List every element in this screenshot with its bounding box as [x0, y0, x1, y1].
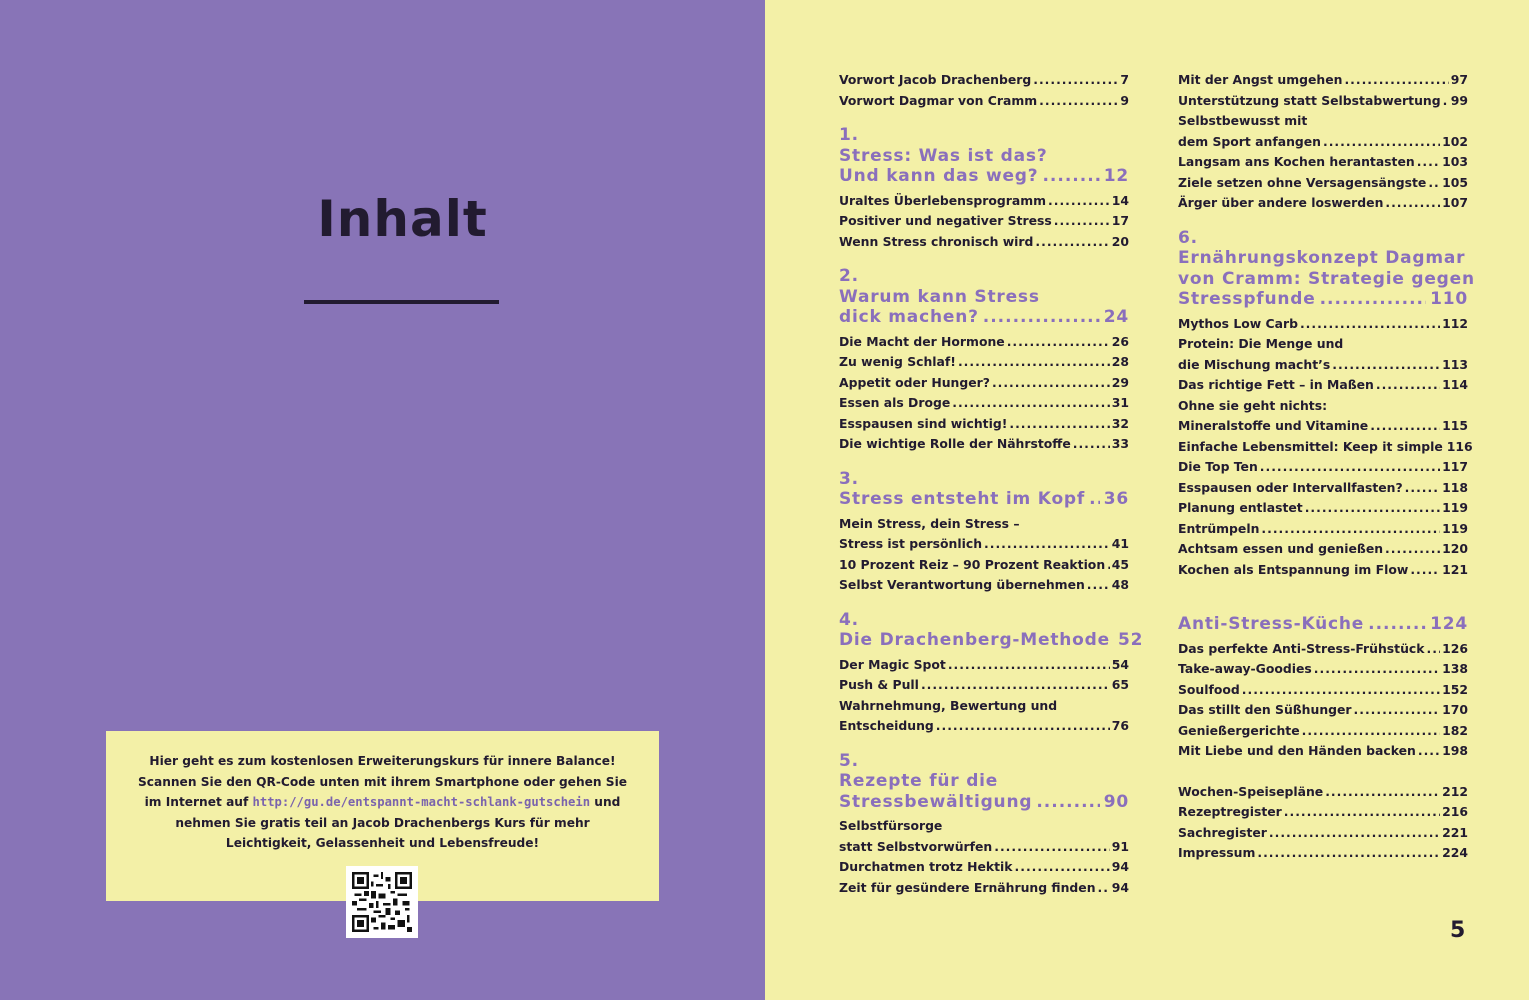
toc-entry[interactable]: Das stillt den Süßhunger ..... 170	[1178, 700, 1468, 721]
toc-entry[interactable]: Stress ist persönlich ..... 41	[839, 534, 1129, 555]
toc-entry[interactable]: Wenn Stress chronisch wird ..... 20	[839, 232, 1129, 253]
toc-entry[interactable]: Kochen als Entspannung im Flow ..... 121	[1178, 560, 1468, 581]
toc-entry[interactable]: Soulfood ..... 152	[1178, 680, 1468, 701]
toc-entry[interactable]: Impressum ..... 224	[1178, 843, 1468, 864]
toc-entry[interactable]: Das perfekte Anti-Stress-Frühstück ..... 126	[1178, 639, 1468, 660]
toc-entry[interactable]: Vorwort Dagmar von Cramm ..... 9	[839, 91, 1129, 112]
toc-entry[interactable]: Vorwort Jacob Drachenberg ..... 7	[839, 70, 1129, 91]
toc-entry[interactable]: Durchatmen trotz Hektik ..... 94	[839, 857, 1129, 878]
toc-entry[interactable]: Genießergerichte ..... 182	[1178, 721, 1468, 742]
toc-entry[interactable]: Unterstützung statt Selbstabwertung ..... 99	[1178, 91, 1468, 112]
page-title: Inhalt	[317, 190, 488, 248]
toc-entry[interactable]: Take-away-Goodies ..... 138	[1178, 659, 1468, 680]
qr-code-icon	[352, 872, 412, 932]
chapter-heading-5[interactable]: 5. Rezepte für die Stressbewältigung ..... 90	[839, 751, 1129, 813]
qr-code[interactable]	[346, 866, 418, 938]
title-underline	[304, 300, 499, 304]
toc-entry[interactable]: Planung entlastet ..... 119	[1178, 498, 1468, 519]
toc-entry-line[interactable]: Wahrnehmung, Bewertung und	[839, 697, 1058, 713]
toc-entry[interactable]: Der Magic Spot ..... 54	[839, 655, 1129, 676]
promo-text: Hier geht es zum kostenlosen Erweiterungskurs für innere Balance! Scannen Sie den QR-Code unten mit ihrem Smartphone oder gehen Sie im Internet auf http://gu.de/entspannt-macht-schlank-gutschein und nehmen Sie gratis teil an Jacob Drachenbergs Kurs für mehr Leichtigkeit, Gelassenheit und Lebensfreude!	[137, 754, 628, 850]
toc-entry[interactable]: Uraltes Überlebensprogramm ..... 14	[839, 191, 1129, 212]
toc-entry-line[interactable]: Ohne sie geht nichts:	[1178, 397, 1328, 413]
toc-entry[interactable]: Wochen-Speisepläne ..... 212	[1178, 782, 1468, 803]
chapter-heading-2[interactable]: 2. Warum kann Stress dick machen? ..... 24	[839, 266, 1129, 328]
toc-entry[interactable]: Entrümpeln ..... 119	[1178, 519, 1468, 540]
toc-entry[interactable]: Positiver und negativer Stress ..... 17	[839, 211, 1129, 232]
toc-entry[interactable]: Mit der Angst umgehen ..... 97	[1178, 70, 1468, 91]
page-number: 5	[1450, 918, 1466, 943]
toc-entry[interactable]: dem Sport anfangen ..... 102	[1178, 132, 1468, 153]
toc-entry[interactable]: die Mischung macht’s ..... 113	[1178, 355, 1468, 376]
toc-entry[interactable]: Mit Liebe und den Händen backen ..... 198	[1178, 741, 1468, 762]
toc-entry[interactable]: Essen als Droge ..... 31	[839, 393, 1129, 414]
toc-entry[interactable]: Ärger über andere loswerden ..... 107	[1178, 193, 1468, 214]
toc-entry[interactable]: statt Selbstvorwürfen ..... 91	[839, 837, 1129, 858]
toc-entry[interactable]: Push & Pull ..... 65	[839, 675, 1129, 696]
chapter-heading-kitchen[interactable]: Anti-Stress-Küche ..... 124	[1178, 614, 1468, 635]
toc-column-2	[1178, 70, 1475, 864]
toc-entry-line[interactable]: Selbstbewusst mit	[1178, 113, 1308, 128]
toc-entry[interactable]: Esspausen sind wichtig! ..... 32	[839, 414, 1129, 435]
chapter-heading-3[interactable]: 3. Stress entsteht im Kopf ..... 36	[839, 469, 1129, 510]
toc-entry[interactable]: 10 Prozent Reiz – 90 Prozent Reaktion ..... 45	[839, 555, 1129, 576]
toc-entry[interactable]: Die Top Ten ..... 117	[1178, 457, 1468, 478]
toc-entry-line[interactable]: Protein: Die Menge und	[1178, 336, 1344, 351]
promo-url-link[interactable]: http://gu.de/entspannt-macht-schlank-gutschein	[252, 795, 591, 809]
toc-entry[interactable]: Selbst Verantwortung übernehmen ..... 48	[839, 575, 1129, 596]
toc-entry[interactable]: Appetit oder Hunger? ..... 29	[839, 373, 1129, 394]
toc-entry[interactable]: Mythos Low Carb ..... 112	[1178, 314, 1468, 335]
toc-entry[interactable]: Esspausen oder Intervallfasten? ..... 118	[1178, 478, 1468, 499]
toc-entry[interactable]: Zeit für gesündere Ernährung finden ..... 94	[839, 878, 1129, 899]
toc-entry[interactable]: Entscheidung ..... 76	[839, 716, 1129, 737]
toc-entry[interactable]: Das richtige Fett – in Maßen ..... 114	[1178, 375, 1468, 396]
chapter-heading-1[interactable]: 1. Stress: Was ist das? Und kann das weg? ..... 12	[839, 125, 1129, 187]
toc-entry[interactable]: Einfache Lebensmittel: Keep it simple 116	[1178, 438, 1473, 454]
toc-entry-line[interactable]: Selbstfürsorge	[839, 818, 943, 833]
toc-column-1	[839, 70, 1144, 898]
chapter-heading-6[interactable]: 6. Ernährungskonzept Dagmar von Cramm: Strategie gegen Stresspfunde ..... 110	[1178, 228, 1468, 310]
toc-entry[interactable]: Die wichtige Rolle der Nährstoffe ..... 33	[839, 434, 1129, 455]
toc-entry-line[interactable]: Mein Stress, dein Stress –	[839, 515, 1020, 531]
toc-entry[interactable]: Rezeptregister ..... 216	[1178, 802, 1468, 823]
chapter-heading-4[interactable]: 4. Die Drachenberg-Methode 52	[839, 609, 1144, 650]
toc-entry[interactable]: Ziele setzen ohne Versagensängste ..... 105	[1178, 173, 1468, 194]
toc-entry[interactable]: Die Macht der Hormone ..... 26	[839, 332, 1129, 353]
toc-entry[interactable]: Zu wenig Schlaf! ..... 28	[839, 352, 1129, 373]
toc-entry[interactable]: Langsam ans Kochen herantasten ..... 103	[1178, 152, 1468, 173]
toc-entry[interactable]: Achtsam essen und genießen ..... 120	[1178, 539, 1468, 560]
toc-entry[interactable]: Sachregister ..... 221	[1178, 823, 1468, 844]
toc-entry[interactable]: Mineralstoffe und Vitamine ..... 115	[1178, 416, 1468, 437]
